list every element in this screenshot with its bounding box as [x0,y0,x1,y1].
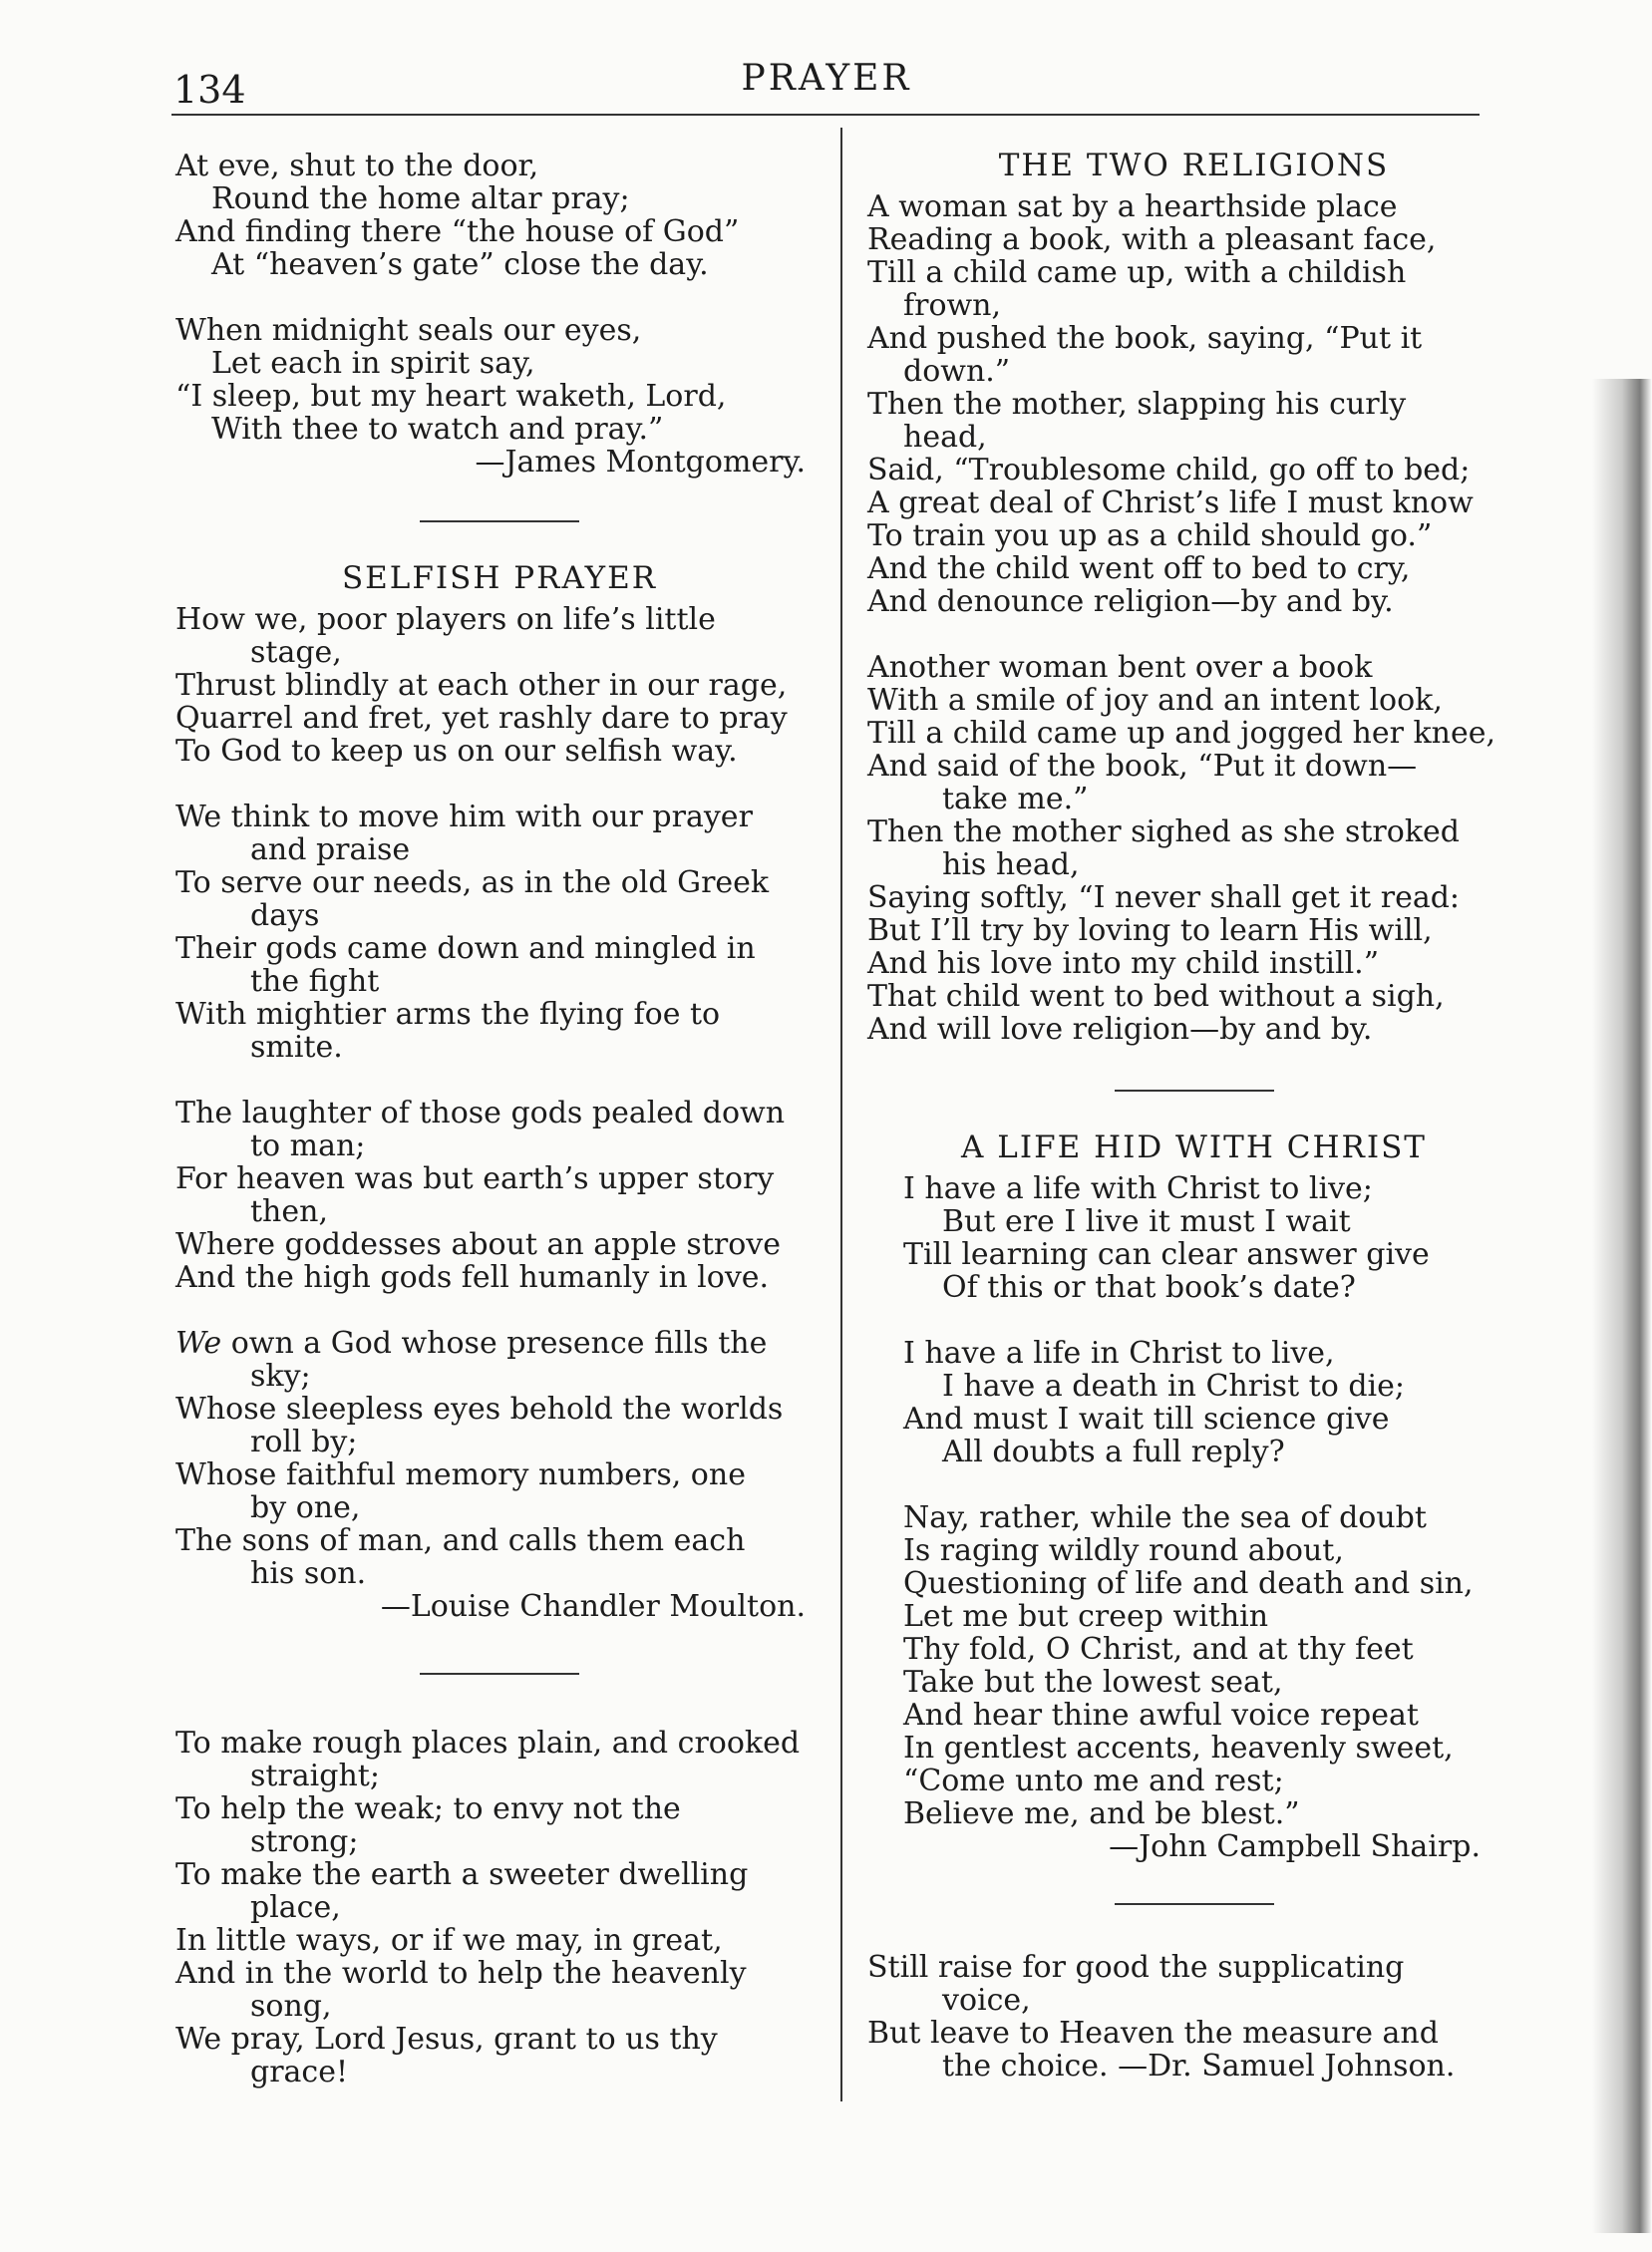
poem-line: grace! [250,2055,349,2090]
poem-line: Thy fold, O Christ, and at thy feet [903,1632,1414,1667]
poem-line: sky; [250,1359,311,1394]
poem-line: All doubts a full reply? [942,1435,1285,1469]
poem-line: Then the mother, slapping his curly [867,387,1407,422]
poem-line: With a smile of joy and an intent look, [867,683,1443,718]
poem-line: to man; [250,1128,366,1163]
poem-line: And finding there “the house of God” [175,214,740,249]
poem-line: Nay, rather, while the sea of doubt [903,1500,1427,1535]
poem-line: his head, [942,847,1080,882]
poem-line: In little ways, or if we may, in great, [175,1923,723,1958]
poem-line: “I sleep, but my heart waketh, Lord, [175,379,727,414]
binding-shadow [1592,379,1652,2233]
poem-line: Believe me, and be blest.” [903,1796,1300,1831]
poem-line: down.” [903,354,1011,389]
poem-line: Let me but creep within [903,1599,1269,1634]
poem-line: But I’ll try by loving to learn His will, [867,913,1433,948]
poem-line: Thrust blindly at each other in our rage, [175,668,788,703]
poem-line: Of this or that book’s date? [942,1270,1356,1305]
poem-line: A great deal of Christ’s life I must know [867,485,1474,520]
poem-author: —John Campbell Shairp. [1109,1829,1481,1864]
page-header [173,58,1480,112]
poem-line: strong; [250,1824,359,1859]
poem-line: song, [250,1989,332,2024]
poem-two-religions [867,150,1520,1046]
poem-line: stage, [250,635,342,670]
poem-line: Another woman bent over a book [867,650,1373,685]
poem-line: Whose faithful memory numbers, one [175,1457,746,1492]
poem-line: And will love religion—by and by. [867,1012,1373,1047]
poem-line: voice, [942,1983,1031,2018]
poem-line: In gentlest accents, heavenly sweet, [903,1731,1454,1766]
poem-line: And the high gods fell humanly in love. [175,1260,770,1295]
poem-line: And must I wait till science give [903,1402,1390,1437]
poem-line: And said of the book, “Put it down— [867,749,1418,784]
poem-line: Is raging wildly round about, [903,1533,1344,1568]
poem-selfish-prayer [175,562,824,1623]
poem-line: And hear thine awful voice repeat [903,1698,1419,1733]
poem-line: Then the mother sighed as she stroked [867,814,1460,849]
running-title: PRAYER [741,58,912,99]
poem-line: That child went to bed without a sigh, [867,979,1445,1014]
poem-line: I have a life with Christ to live; [903,1171,1373,1206]
poem-line: frown, [903,288,1002,323]
poem-line: To train you up as a child should go.” [867,518,1433,553]
poem-line: We own a God whose presence fills the [175,1326,768,1361]
poem-line: And pushed the book, saying, “Put it [867,321,1423,356]
poem-title: THE TWO RELIGIONS [998,148,1390,183]
poem-line: Questioning of life and death and sin, [903,1566,1474,1601]
poem-line: To make the earth a sweeter dwelling [175,1857,749,1892]
poem-line: the fight [250,964,380,999]
poem-line: To serve our needs, as in the old Greek [175,865,770,900]
left-column [175,150,824,2089]
poem-line: Till a child came up and jogged her knee, [867,716,1495,751]
poem-line: “Come unto me and rest; [903,1764,1284,1798]
emphasis-word: We [175,1326,222,1361]
poem-line: But ere I live it must I wait [942,1204,1351,1239]
poem-line: take me.” [942,782,1089,816]
poem-life-hid-with-christ [867,1131,1520,1863]
poem-line: and praise [250,832,411,867]
poem-line: Let each in spirit say, [211,346,535,381]
poem-author: —James Montgomery. [475,445,806,480]
right-column [867,150,1520,2083]
poem-rough-places [175,1727,824,2089]
poem-title: SELFISH PRAYER [341,560,658,596]
poem-line: With mightier arms the flying foe to [175,997,721,1032]
poem-line: The sons of man, and calls them each [175,1523,746,1558]
poem-line: Still raise for good the supplicating [867,1950,1405,1985]
poem-line: by one, [250,1490,361,1525]
poem-author: —Louise Chandler Moulton. [380,1589,806,1624]
poem-line: To make rough places plain, and crooked [175,1726,801,1761]
poem-line: Said, “Troublesome child, go off to bed; [867,453,1471,487]
poem-line: We think to move him with our prayer [175,800,753,834]
poem-line: place, [250,1890,341,1925]
poem-line: the choice. —Dr. Samuel Johnson. [942,2049,1456,2084]
poem-line: his son. [250,1556,367,1591]
poem-line: But leave to Heaven the measure and [867,2016,1439,2051]
poem-line: smite. [250,1030,343,1065]
poem-line: And the child went off to bed to cry, [867,551,1411,586]
poem-line: Till learning can clear answer give [903,1237,1430,1272]
page-number: 134 [173,68,246,112]
poem-line: Round the home altar pray; [211,181,630,216]
poem-line: then, [250,1194,328,1229]
poem-line: Reading a book, with a pleasant face, [867,222,1437,257]
poem-line: straight; [250,1759,380,1793]
poem-line: To God to keep us on our selfish way. [175,734,738,769]
poem-line: Quarrel and fret, yet rashly dare to pray [175,701,788,736]
poem-line: Saying softly, “I never shall get it read: [867,880,1461,915]
poem-line: For heaven was but earth’s upper story [175,1161,775,1196]
poem-johnson [867,1951,1520,2083]
poem-montgomery [175,150,824,479]
poem-line: Their gods came down and mingled in [175,931,756,966]
poem-line: Take but the lowest seat, [903,1665,1283,1700]
poem-line: At “heaven’s gate” close the day. [211,247,709,282]
poem-line: And denounce religion—by and by. [867,584,1394,619]
poem-line: head, [903,420,987,455]
poem-title: A LIFE HID WITH CHRIST [961,1129,1427,1165]
poem-line: roll by; [250,1425,358,1459]
poem-line: At eve, shut to the door, [175,149,539,183]
poem-line: And his love into my child instill.” [867,946,1380,981]
poem-line: I have a life in Christ to live, [903,1336,1335,1371]
poem-line: The laughter of those gods pealed down [175,1096,786,1130]
header-rule [171,114,1480,116]
poem-line: I have a death in Christ to die; [942,1369,1405,1404]
column-divider [840,128,842,2101]
poem-line: We pray, Lord Jesus, grant to us thy [175,2022,718,2057]
poem-line: When midnight seals our eyes, [175,313,642,348]
poem-line: A woman sat by a hearthside place [867,189,1398,224]
poem-line: days [250,898,320,933]
poem-line: And in the world to help the heavenly [175,1956,747,1991]
poem-line: Till a child came up, with a childish [867,255,1407,290]
poem-line: With thee to watch and pray.” [211,412,664,447]
poem-line: How we, poor players on life’s little [175,602,716,637]
poem-line: Where goddesses about an apple strove [175,1227,781,1262]
poem-line: Whose sleepless eyes behold the worlds [175,1392,784,1427]
poem-line: To help the weak; to envy not the [175,1791,681,1826]
